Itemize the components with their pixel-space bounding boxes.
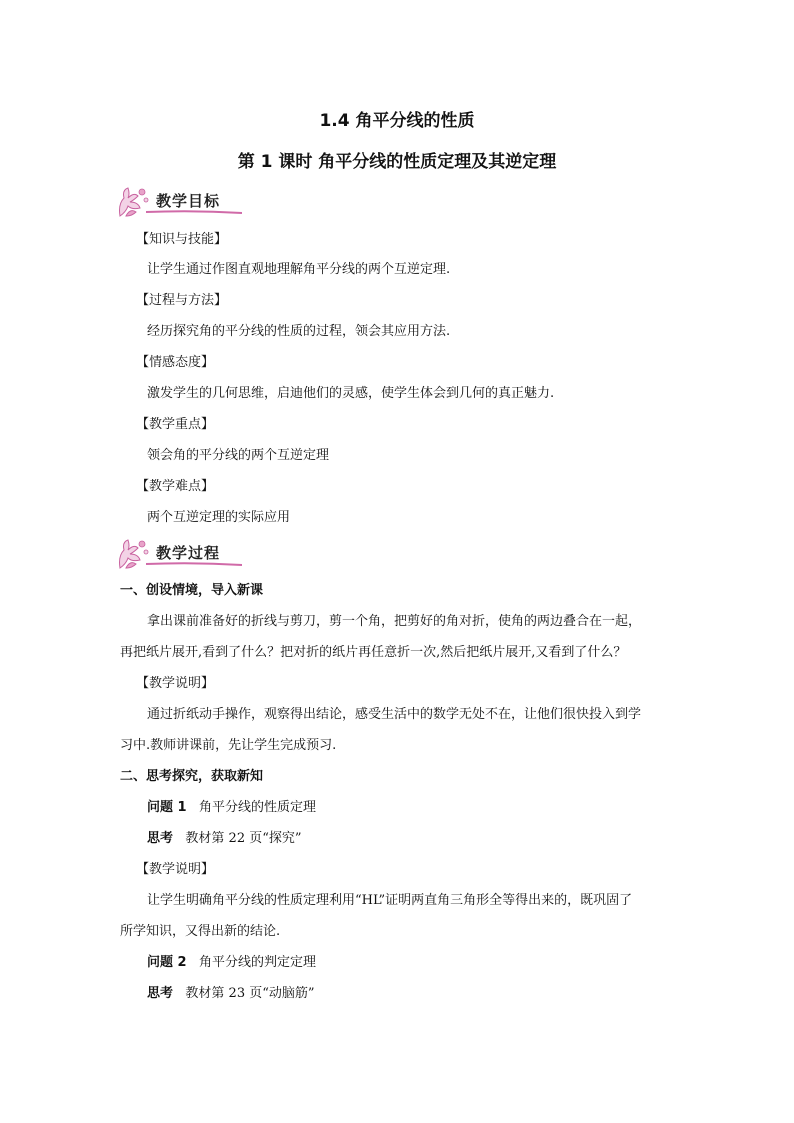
think-2-label: 思考 [147,986,174,1001]
section-1-heading: 一、创设情境，导入新课 [120,583,264,598]
think-1-label: 思考 [147,831,174,846]
key-point-label: 【教学重点】 [136,417,215,432]
section-2-note-line-2: 所学知识，又得出新的结论. [120,924,281,939]
badge-underline [146,562,242,566]
question-1 [147,799,316,817]
section-1-line-1: 拿出课前准备好的折线与剪刀，剪一个角，把剪好的角对折，使角的两边叠合在一起， [147,614,642,629]
think-2 [147,985,315,1003]
think-1 [147,830,302,848]
question-2-label: 问题 2 [147,955,187,970]
section-1-note-line-1: 通过折纸动手操作，观察得出结论，感受生活中的数学无处不在，让他们很快投入到学 [147,707,642,722]
difficulty-label: 【教学难点】 [136,479,215,494]
think-2-text: 教材第 23 页“动脑筋” [185,986,315,1001]
question-2-text: 角平分线的判定定理 [198,955,316,970]
think-1-text: 教材第 22 页“探究” [185,831,302,846]
process-method-text: 经历探究角的平分线的性质的过程，领会其应用方法. [147,324,451,339]
objectives-badge [116,186,246,218]
process-badge [116,538,246,570]
knowledge-text: 让学生通过作图直观地理解角平分线的两个互逆定理. [147,262,451,277]
emotion-text: 激发学生的几何思维，启迪他们的灵感，使学生体会到几何的真正魅力. [147,386,555,401]
question-1-label: 问题 1 [147,800,187,815]
question-2 [147,954,316,972]
emotion-label: 【情感态度】 [136,355,215,370]
lesson-title: 1.4 角平分线的性质 [319,111,475,131]
process-badge-label: 教学过程 [156,544,221,562]
section-2-note-line-1: 让学生明确角平分线的性质定理利用“HL”证明两直角三角形全等得出来的，既巩固了 [147,893,633,908]
section-2-heading: 二、思考探究，获取新知 [120,769,264,784]
key-point-text: 领会角的平分线的两个互逆定理 [147,448,330,463]
lesson-subtitle: 第 1 课时 角平分线的性质定理及其逆定理 [237,152,557,172]
knowledge-label: 【知识与技能】 [136,232,228,247]
section-2-note-label: 【教学说明】 [136,862,215,877]
process-method-label: 【过程与方法】 [136,293,228,308]
question-1-text: 角平分线的性质定理 [198,800,316,815]
difficulty-text: 两个互逆定理的实际应用 [147,510,291,525]
section-1-note-line-2: 习中.教师讲课前，先让学生完成预习. [120,738,337,753]
section-1-line-2: 再把纸片展开,看到了什么？把对折的纸片再任意折一次,然后把纸片展开,又看到了什么？ [120,645,627,660]
objectives-badge-label: 教学目标 [156,192,221,210]
section-1-note-label: 【教学说明】 [136,676,215,691]
badge-underline [146,210,242,214]
